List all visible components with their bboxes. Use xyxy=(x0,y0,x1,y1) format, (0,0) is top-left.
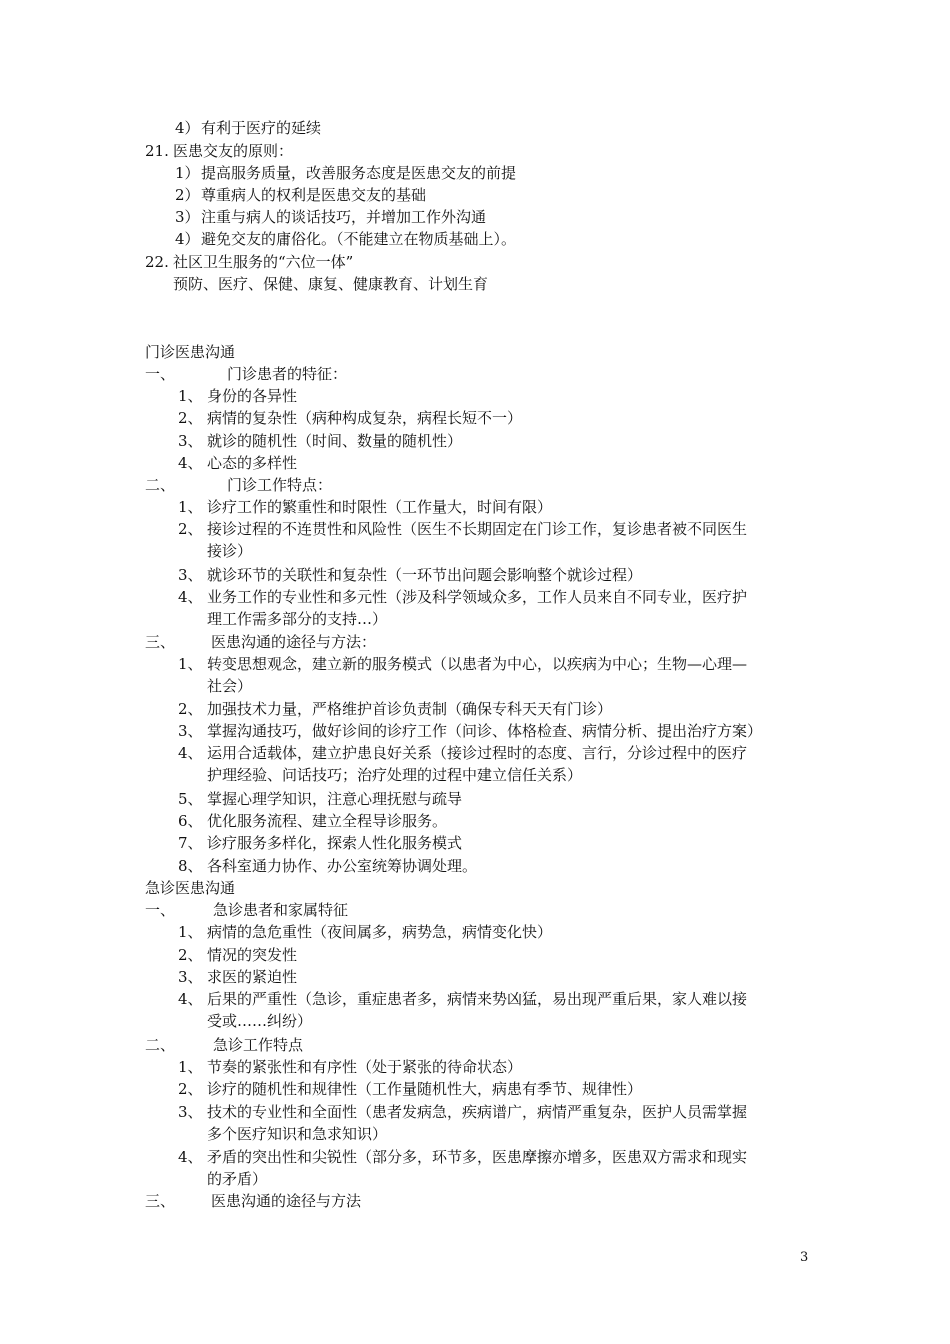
list-item: 2、 诊疗的随机性和规律性（工作量随机性大，病患有季节、规律性） xyxy=(178,1080,643,1098)
list-item: 2、 接诊过程的不连贯性和风险性（医生不长期固定在门诊工作，复诊患者被不同医生 xyxy=(178,520,748,538)
list-item-continuation: 护理经验、问话技巧；治疗处理的过程中建立信任关系） xyxy=(207,766,583,784)
emergency-section-title: 急诊医患沟通 xyxy=(145,879,236,897)
page-number: 3 xyxy=(800,1250,809,1265)
list-item: 5、 掌握心理学知识，注意心理抚慰与疏导 xyxy=(178,790,463,808)
list-item: 3、 就诊的随机性（时间、数量的随机性） xyxy=(178,432,463,450)
list-item: 1、 节奏的紧张性和有序性（处于紧张的待命状态） xyxy=(178,1058,523,1076)
list-item-continuation: 多个医疗知识和急求知识） xyxy=(207,1125,388,1143)
list-item: 4）有利于医疗的延续 xyxy=(175,119,322,137)
list-item: 3）注重与病人的谈话技巧，并增加工作外沟通 xyxy=(175,208,487,226)
list-item: 3、 技术的专业性和全面性（患者发病急，疾病谱广，病情严重复杂，医护人员需掌握 xyxy=(178,1103,748,1121)
list-item: 4、 后果的严重性（急诊，重症患者多，病情来势凶猛，易出现严重后果，家人难以接 xyxy=(178,990,748,1008)
list-item: 7、 诊疗服务多样化，探索人性化服务模式 xyxy=(178,834,463,852)
list-item: 3、 求医的紧迫性 xyxy=(178,968,298,986)
question-22-heading: 22. 社区卫生服务的“六位一体” xyxy=(145,253,354,271)
list-item: 4、 运用合适载体，建立护患良好关系（接诊过程时的态度、言行，分诊过程中的医疗 xyxy=(178,744,748,762)
outpatient-section-title: 门诊医患沟通 xyxy=(145,343,236,361)
list-item: 1、 病情的急危重性（夜间属多，病势急，病情变化快） xyxy=(178,923,553,941)
list-item: 1、 转变思想观念，建立新的服务模式（以患者为中心，以疾病为中心；生物—心理— xyxy=(178,655,748,673)
list-item: 2）尊重病人的权利是医患交友的基础 xyxy=(175,186,427,204)
list-item: 2、 加强技术力量，严格维护首诊负责制（确保专科天天有门诊） xyxy=(178,700,613,718)
question-22-body: 预防、医疗、保健、康复、健康教育、计划生育 xyxy=(173,275,489,293)
list-item-continuation: 的矛盾） xyxy=(207,1170,268,1188)
list-item: 2、 情况的突发性 xyxy=(178,946,298,964)
list-item: 1、 诊疗工作的繁重性和时限性（工作量大，时间有限） xyxy=(178,498,553,516)
emergency-subheading-1: 一、 急诊患者和家属特征 xyxy=(145,901,349,919)
list-item-continuation: 受或……纠纷） xyxy=(207,1012,313,1030)
list-item: 4）避免交友的庸俗化。（不能建立在物质基础上）。 xyxy=(175,230,517,248)
list-item: 2、 病情的复杂性（病种构成复杂，病程长短不一） xyxy=(178,409,523,427)
list-item: 3、 就诊环节的关联性和复杂性（一环节出问题会影响整个就诊过程） xyxy=(178,566,643,584)
emergency-subheading-3: 三、 医患沟通的途径与方法 xyxy=(145,1192,362,1210)
outpatient-subheading-3: 三、 医患沟通的途径与方法： xyxy=(145,633,377,651)
list-item: 1）提高服务质量，改善服务态度是医患交友的前提 xyxy=(175,164,517,182)
question-21-heading: 21. 医患交友的原则： xyxy=(145,142,294,160)
list-item: 4、 心态的多样性 xyxy=(178,454,298,472)
list-item: 4、 矛盾的突出性和尖锐性（部分多，环节多，医患摩擦亦增多，医患双方需求和现实 xyxy=(178,1148,748,1166)
list-item: 4、 业务工作的专业性和多元性（涉及科学领域众多，工作人员来自不同专业，医疗护 xyxy=(178,588,748,606)
list-item-continuation: 理工作需多部分的支持…） xyxy=(207,610,388,628)
emergency-subheading-2: 二、 急诊工作特点 xyxy=(145,1036,304,1054)
list-item-continuation: 接诊） xyxy=(207,542,253,560)
list-item: 3、 掌握沟通技巧，做好诊间的诊疗工作（问诊、体格检查、病情分析、提出治疗方案） xyxy=(178,722,763,740)
list-item: 8、 各科室通力协作、办公室统筹协调处理。 xyxy=(178,857,478,875)
list-item: 6、 优化服务流程、建立全程导诊服务。 xyxy=(178,812,448,830)
list-item-continuation: 社会） xyxy=(207,677,253,695)
outpatient-subheading-2: 二、 门诊工作特点： xyxy=(145,476,333,494)
outpatient-subheading-1: 一、 门诊患者的特征： xyxy=(145,365,348,383)
list-item: 1、 身份的各异性 xyxy=(178,387,298,405)
